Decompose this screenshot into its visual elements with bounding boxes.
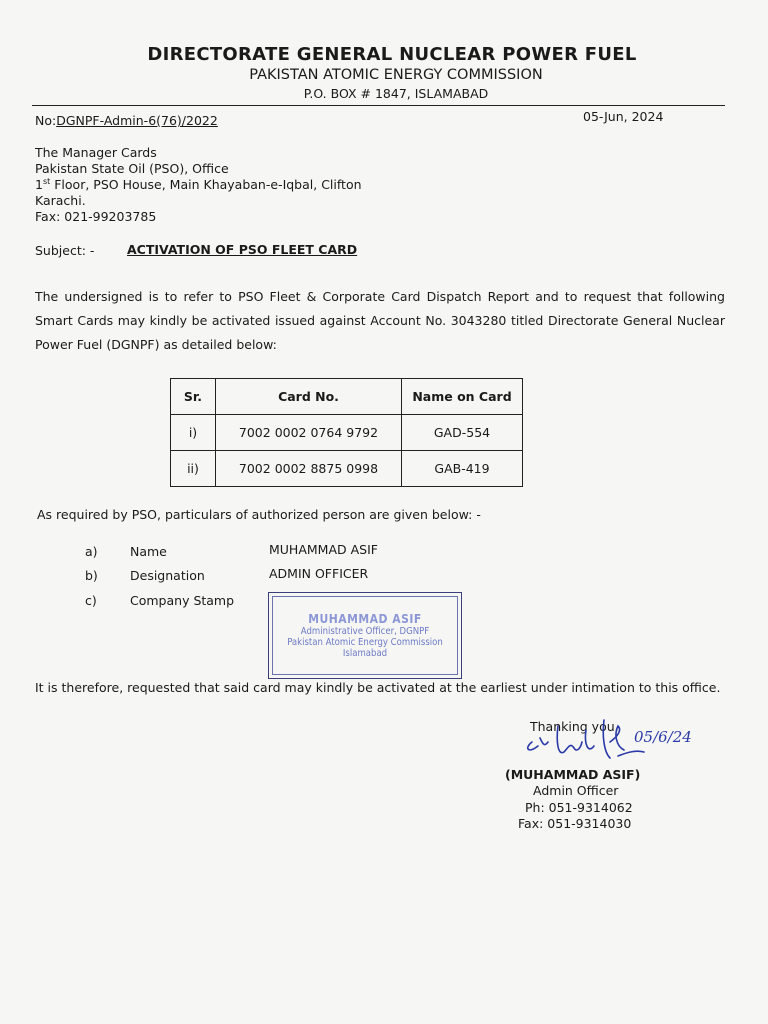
table-cell-sr: i) [171, 415, 216, 451]
floor-number: 1 [35, 177, 43, 193]
table-cell-name: GAB-419 [402, 451, 523, 487]
signatory-title: Admin Officer [533, 783, 619, 798]
handwritten-signature [518, 712, 738, 772]
organization-name: DIRECTORATE GENERAL NUCLEAR POWER FUEL [147, 44, 637, 65]
thanking-text: Thanking you, [530, 719, 619, 734]
list-label: Company Stamp [130, 593, 235, 608]
list-marker: c) [85, 593, 97, 608]
letter-date: 05-Jun, 2024 [583, 109, 664, 124]
stamp-organization: Pakistan Atomic Energy Commission [287, 637, 443, 648]
required-paragraph: As required by PSO, particulars of authorized person are given below: - [37, 507, 481, 522]
table-cell-card-no: 7002 0002 0764 9792 [216, 415, 402, 451]
table-header-row [171, 379, 523, 415]
table-cell-card-no: 7002 0002 8875 0998 [216, 451, 402, 487]
address-rest: Floor, PSO House, Main Khayaban-e-Iqbal, Clifton [50, 177, 362, 193]
stamp-inner-frame [272, 596, 458, 675]
commission-name: PAKISTAN ATOMIC ENERGY COMMISSION [249, 67, 543, 83]
list-value: ADMIN OFFICER [269, 566, 369, 581]
recipient-address-line [35, 177, 362, 192]
reference-prefix: No: [35, 113, 57, 128]
official-stamp [268, 592, 462, 679]
table-row [171, 415, 523, 451]
postal-address: P.O. BOX # 1847, ISLAMABAD [303, 86, 489, 101]
stamp-name: MUHAMMAD ASIF [308, 612, 422, 626]
list-value: MUHAMMAD ASIF [269, 542, 378, 557]
list-marker: a) [85, 544, 98, 559]
reference-number [35, 113, 218, 128]
list-label: Designation [130, 568, 205, 583]
recipient-city: Karachi. [35, 193, 86, 208]
list-label: Name [130, 544, 167, 559]
table-cell-name: GAD-554 [402, 415, 523, 451]
header-divider [32, 105, 725, 106]
signatory-name: (MUHAMMAD ASIF) [505, 767, 641, 782]
table-cell-sr: ii) [171, 451, 216, 487]
cards-table [170, 378, 523, 487]
recipient-title: The Manager Cards [35, 145, 157, 160]
column-header-card-no: Card No. [216, 379, 402, 415]
subject-text: ACTIVATION OF PSO FLEET CARD [127, 242, 358, 257]
stamp-city: Islamabad [342, 648, 388, 659]
subject-label: Subject: - [35, 243, 95, 258]
column-header-name-on-card: Name on Card [402, 379, 523, 415]
signature-strokes [528, 720, 644, 758]
recipient-fax: Fax: 021-99203785 [35, 209, 157, 224]
table-row [171, 451, 523, 487]
signatory-phone: Ph: 051-9314062 [525, 800, 633, 815]
list-marker: b) [85, 568, 98, 583]
handwritten-date: 05/6/24 [634, 728, 692, 746]
floor-ordinal: st [42, 177, 51, 186]
intro-paragraph: The undersigned is to refer to PSO Fleet & Corporate Card Dispatch Report and to request that following Smart Cards may kindly be activated issued against Account No. 3043280 titled Directorate General Nuclear Power Fuel (DGNPF) as detailed below: [35, 289, 725, 352]
signatory-fax: Fax: 051-9314030 [518, 816, 632, 831]
stamp-designation: Administrative Officer, DGNPF [300, 626, 430, 637]
recipient-organization: Pakistan State Oil (PSO), Office [35, 161, 229, 176]
reference-code: DGNPF-Admin-6(76)/2022 [56, 113, 218, 128]
closing-paragraph: It is therefore, requested that said card may kindly be activated at the earliest under intimation to this office. [35, 680, 721, 695]
column-header-sr: Sr. [171, 379, 216, 415]
